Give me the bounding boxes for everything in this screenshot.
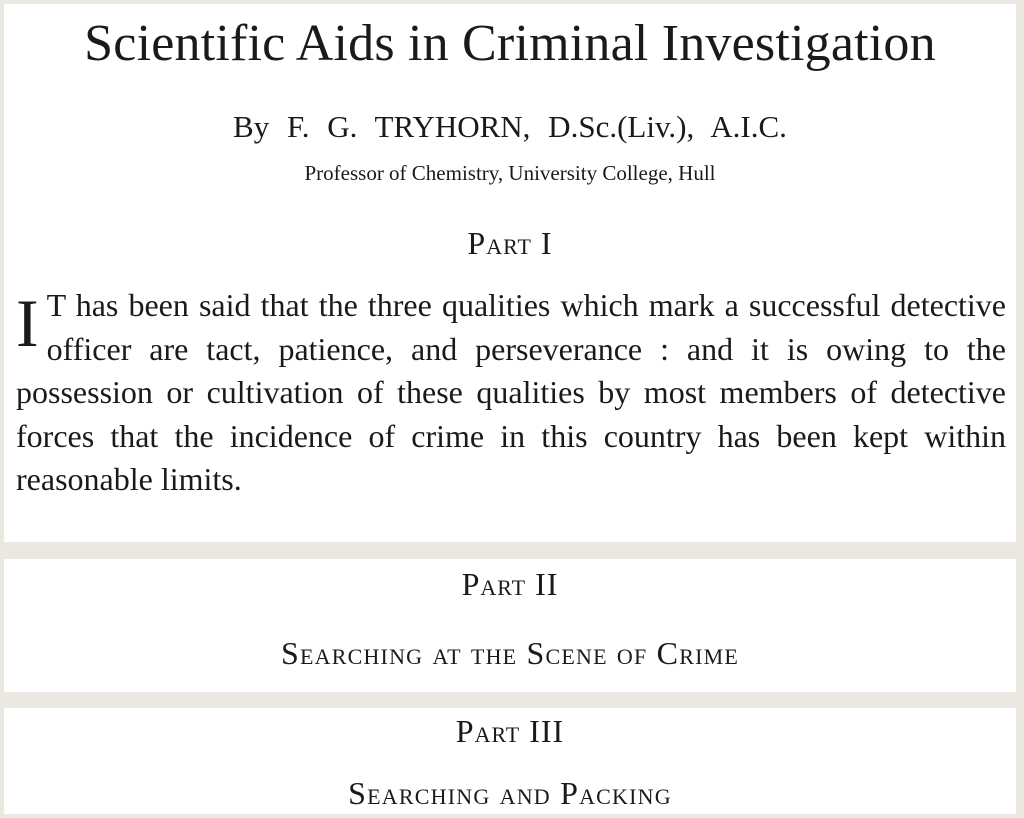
part-1-paragraph [16, 284, 1006, 502]
drop-cap: I [16, 285, 39, 361]
author-byline: By F. G. TRYHORN, D.Sc.(Liv.), A.I.C. [233, 109, 787, 144]
article-intro-panel [4, 4, 1016, 542]
paragraph-text: has been said that the three qualities which mark a successful detective officer are tact, patience, and perseverance : and it is owing to the possession or cultivation of these qualities by most members of detective forces that the incidence of crime in this country has been kept within reasonable limits. [16, 287, 1006, 497]
part-3-heading: Part III [455, 713, 565, 749]
author-affiliation: Professor of Chemistry, University College, Hull [304, 161, 716, 185]
first-word-rest: T [46, 287, 66, 323]
part-2-title: Searching at the Scene of Crime [280, 635, 739, 671]
part-3-title: Searching and Packing [348, 775, 672, 811]
part-2-panel [4, 559, 1016, 692]
part-1-heading: Part I [467, 225, 553, 261]
part-2-heading: Part II [461, 566, 559, 602]
article-title: Scientific Aids in Criminal Investigation [84, 15, 936, 72]
part-3-panel [4, 708, 1016, 814]
